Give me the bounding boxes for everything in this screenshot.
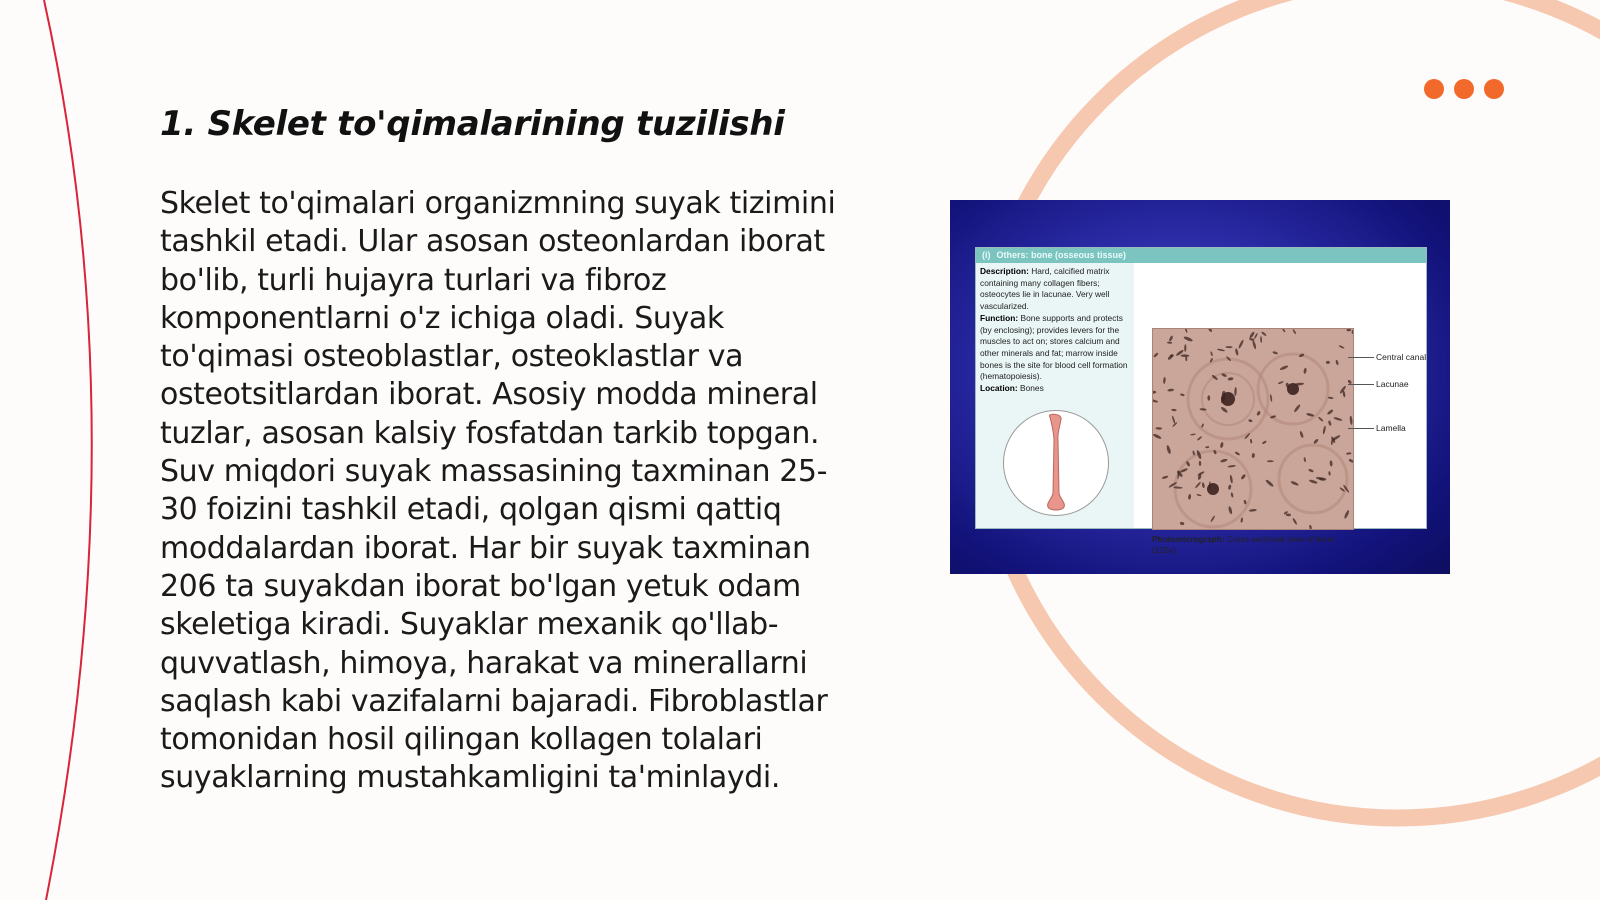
lacuna-mark	[1309, 525, 1312, 529]
lacuna-mark	[1254, 333, 1259, 339]
lacuna-mark	[1346, 452, 1352, 455]
caption-label: Photomicrograph:	[1152, 534, 1225, 544]
lacuna-mark	[1267, 460, 1274, 462]
lacuna-mark	[1279, 365, 1288, 371]
lacuna-mark	[1303, 368, 1307, 374]
lacuna-mark	[1217, 348, 1225, 352]
description-value: Hard, calcified matrix containing many collagen fibers; osteocytes lie in lacunae. Very well vascularized.	[980, 266, 1110, 312]
lacuna-mark	[1260, 336, 1262, 343]
lacuna-mark	[1180, 393, 1185, 397]
lacuna-mark	[1166, 445, 1172, 455]
lacuna-mark	[1249, 509, 1257, 512]
lacuna-mark	[1161, 475, 1168, 479]
lacuna-mark	[1328, 420, 1332, 426]
lacuna-mark	[1199, 461, 1202, 466]
lacuna-mark	[1153, 399, 1158, 403]
lacuna-mark	[1313, 438, 1319, 444]
lacuna-mark	[1190, 433, 1196, 435]
lacuna-mark	[1153, 433, 1162, 440]
lacuna-mark	[1252, 453, 1255, 458]
lacuna-mark	[1235, 348, 1239, 356]
lacuna-mark	[1220, 442, 1224, 449]
lacuna-mark	[1252, 340, 1257, 350]
lacuna-mark	[1209, 481, 1211, 489]
femur-illustration	[1004, 411, 1108, 515]
lacuna-mark	[1265, 479, 1274, 488]
figure-caption	[1152, 534, 1362, 556]
lacuna-mark	[1333, 417, 1343, 422]
lacuna-mark	[1220, 458, 1228, 463]
lacuna-mark	[1153, 352, 1159, 358]
lacuna-mark	[1272, 351, 1278, 355]
location-value: Bones	[1020, 383, 1044, 394]
lacuna-mark	[1228, 377, 1234, 381]
photomicrograph	[1152, 328, 1354, 530]
lacuna-mark	[1261, 331, 1267, 336]
lacuna-mark	[1309, 479, 1318, 484]
lacuna-mark	[1293, 404, 1301, 413]
lacuna-mark	[1250, 439, 1253, 444]
lacuna-mark	[1248, 419, 1253, 423]
lacuna-mark	[1286, 513, 1291, 516]
location-label: Location:	[980, 383, 1018, 394]
lacuna-mark	[1180, 522, 1185, 526]
lacuna-mark	[1351, 330, 1353, 335]
lacuna-mark	[1290, 480, 1299, 486]
lacuna-mark	[1329, 460, 1332, 466]
lacuna-mark	[1348, 458, 1353, 463]
lacuna-mark	[1249, 338, 1255, 342]
header-number: (i)	[982, 250, 991, 260]
lacuna-mark	[1322, 425, 1326, 434]
lacuna-mark	[1229, 475, 1233, 484]
lacuna-mark	[1243, 500, 1247, 505]
lacuna-mark	[1163, 377, 1166, 384]
lacuna-mark	[1210, 515, 1216, 522]
lacuna-mark	[1220, 406, 1228, 413]
lacuna-mark	[1234, 387, 1237, 396]
lacuna-mark	[1262, 440, 1267, 444]
lacuna-mark	[1153, 391, 1156, 394]
lamella-label: Lamella	[1376, 423, 1406, 433]
lacuna-mark	[1343, 510, 1349, 520]
lacuna-mark	[1207, 395, 1210, 400]
left-red-curve	[44, 0, 92, 900]
lacuna-mark	[1234, 451, 1240, 456]
lacuna-mark	[1318, 416, 1324, 422]
central-canal-label: Central canal	[1376, 352, 1427, 362]
slide-body-text: Skelet to'qimalari organizmning suyak tizimini tashkil etadi. Ular asosan osteonlardan iborat bo'lib, turli hujayra turlari va fibroz komponentlarni o'z ichiga oladi. Suyak to'qimasi osteoblastlar, osteoklastlar va osteotsitlardan iborat. Asosiy modda mineral tuzlar, asosan kalsiy fosfatdan tarkib topgan. Suv miqdori suyak massasining taxminan 25-30 foizini tashkil etadi, qolgan qismi qattiq moddalardan iborat. Har bir suyak taxminan 206 ta suyakdan iborat bo'lgan yetuk odam skeletiga kiradi. Suyaklar mexanik qo'llab-quvvatlash, himoya, harakat va minerallarni saqlash kabi vazifalarni bajaradi. Fibroblastlar tomonidan hosil qilingan kollagen tolalari suyaklarning mustahkamligini ta'minlaydi.	[160, 186, 836, 796]
lacuna-mark	[1181, 354, 1190, 357]
lacuna-mark	[1327, 409, 1334, 416]
description-column	[976, 263, 1134, 528]
lacuna-mark	[1225, 346, 1232, 348]
lacuna-mark	[1240, 474, 1246, 481]
lacunae-label: Lacunae	[1376, 379, 1409, 389]
bone-tissue-figure	[950, 200, 1450, 574]
slide-title: 1. Skelet to'qimalarining tuzilishi	[160, 104, 785, 144]
lacuna-mark	[1230, 492, 1233, 497]
lacuna-mark	[1299, 431, 1304, 439]
lacuna-mark	[1201, 482, 1205, 488]
lacuna-mark	[1270, 394, 1273, 402]
lacuna-mark	[1227, 465, 1236, 468]
lacuna-mark	[1196, 494, 1201, 497]
lacuna-mark	[1171, 415, 1175, 424]
lacuna-mark	[1292, 329, 1296, 334]
lacuna-mark	[1328, 471, 1331, 476]
osteon-texture	[1153, 329, 1353, 529]
figure-header	[976, 248, 1426, 263]
lacuna-mark	[1207, 329, 1213, 333]
lacuna-mark	[1188, 494, 1191, 500]
lacuna-mark	[1278, 381, 1284, 385]
menu-dots	[1424, 79, 1504, 99]
bone-location-diagram	[1003, 410, 1109, 516]
function-value: Bone supports and protects (by enclosing); provides levers for the muscles to act on; stores calcium and other minerals and fat; marrow inside bones is the site for blood cell formation (hematopoiesis).	[980, 312, 1128, 382]
dot-3	[1484, 79, 1504, 99]
dot-2	[1454, 79, 1474, 99]
lacuna-mark	[1308, 468, 1314, 473]
lacuna-mark	[1183, 336, 1193, 343]
lacuna-mark	[1238, 339, 1245, 349]
lacuna-mark	[1338, 345, 1344, 349]
description-text	[980, 266, 1132, 395]
lacuna-mark	[1195, 481, 1202, 489]
figure-panel	[975, 247, 1427, 555]
lacuna-mark	[1282, 329, 1286, 333]
lacunae-leader	[1348, 384, 1374, 385]
lacuna-mark	[1292, 517, 1298, 525]
lacuna-mark	[1349, 416, 1353, 425]
lacuna-mark	[1184, 344, 1186, 352]
central-canal-leader	[1348, 357, 1374, 358]
header-title: Others: bone (osseous tissue)	[996, 250, 1127, 260]
lacuna-mark	[1197, 436, 1203, 441]
lacuna-mark	[1155, 427, 1162, 430]
lacuna-mark	[1249, 331, 1256, 339]
lacuna-mark	[1210, 351, 1213, 356]
lacuna-mark	[1240, 517, 1243, 522]
lacuna-mark	[1228, 484, 1232, 490]
lacuna-mark	[1256, 410, 1261, 416]
lacuna-mark	[1303, 457, 1306, 462]
lacuna-mark	[1328, 396, 1334, 399]
lacuna-mark	[1167, 388, 1174, 391]
lacuna-mark	[1184, 329, 1188, 333]
lacuna-mark	[1346, 329, 1351, 331]
lacuna-mark	[1326, 361, 1330, 364]
lacuna-mark	[1171, 409, 1177, 412]
lacuna-mark	[1168, 335, 1173, 342]
caption-text: Cross-sectional view of bone (125x).	[1152, 534, 1334, 555]
lacuna-mark	[1228, 506, 1233, 515]
lacuna-mark	[1167, 341, 1172, 343]
dot-1	[1424, 79, 1444, 99]
description-label: Description:	[980, 266, 1029, 276]
lacuna-mark	[1205, 446, 1209, 449]
lacuna-mark	[1335, 360, 1339, 366]
lamella-leader	[1348, 428, 1374, 429]
function-label: Function:	[980, 312, 1019, 323]
